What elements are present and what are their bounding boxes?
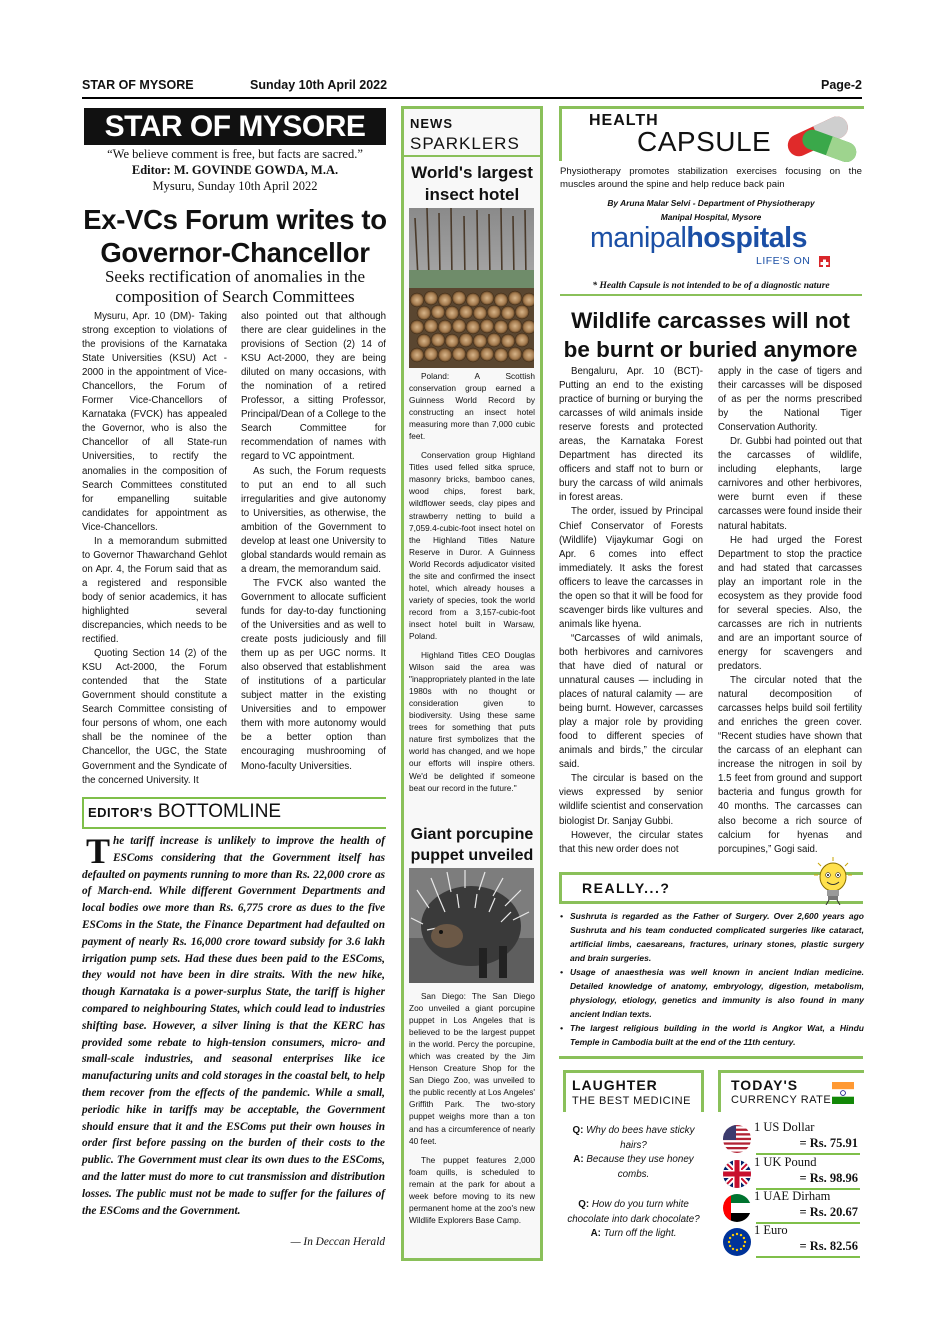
lead-paragraph: Mysuru, Apr. 10 (DM)- Taking strong exception to violations of the provisions of the Karnataka State Universities (KSU) Act - 2000 in the appointment of Vice-Chancellors, the Forum of Former Vice-Chancellors of Karnataka (FVCK) has appealed the Governor, who is also the Chancellor of all State-run Universities, to rectify the anomalies in the composition of Search Committees constituted for empanelling suitable candidates for appointment as Vice-Chancellors. xyxy=(82,311,227,533)
currency-row-usd xyxy=(720,1122,862,1156)
light-bulb-icon xyxy=(814,857,852,905)
log-stacks-photo xyxy=(409,208,534,368)
really-rule xyxy=(559,1056,863,1059)
wildlife-paragraph: The circular noted that the natural decomposition of carcasses helps build soil fertility and enriches the green cover. “Recent studies have shown that the carcass of an elephant can increase the nitrogen in soil by 1.5 feet from ground and support bacteria and fungus growth for 40 months. The carcasses can also become a rich source of calcium for hyenas and porcupines,” Gogi said. xyxy=(718,675,862,855)
health-title: HEALTH xyxy=(589,112,659,129)
wildlife-column-2 xyxy=(718,365,862,857)
porcupine-puppet-photo xyxy=(409,868,534,983)
insect-hotel-body xyxy=(409,370,535,794)
currency-value: = Rs. 20.67 xyxy=(799,1205,858,1219)
laughter-jokes xyxy=(563,1124,704,1242)
health-byline-place: Manipal Hospital, Mysore xyxy=(660,211,762,222)
india-flag-icon xyxy=(832,1082,854,1104)
porcupine-headline: Giant porcupine puppet unveiled xyxy=(410,826,534,864)
currency-name: 1 US Dollar xyxy=(754,1120,815,1134)
wildlife-paragraph: “Carcasses of wild animals, both herbivores and carnivores that have died of natural or unnatural causes — including in places of natural calamity — are being burnt. However, carcasses play a major role by providing food to different species of animals and birds,” the circular said. xyxy=(559,632,703,771)
really-title: REALLY...? xyxy=(582,880,671,896)
wildlife-paragraph: The order, issued by Principal Chief Conservator of Forests (Wildlife) Vijaykumar Gogi on Apr. 6 comes into effect immediately. It asks the forest officers to leave the carcasses in the open so that it will be food for scavenger birds like vultures and animals like hyena. xyxy=(559,506,703,630)
sparklers-title-news: NEWS xyxy=(410,116,453,131)
editorial-body xyxy=(82,833,385,1219)
masthead-logo: STAR OF MYSORE xyxy=(84,108,386,145)
lead-subhead: Seeks rectification of anomalies in the composition of Search Committees xyxy=(104,267,366,306)
editorial-source: — In Deccan Herald xyxy=(290,1236,385,1248)
currency-name: 1 Euro xyxy=(754,1223,788,1237)
capsule-pills-icon xyxy=(780,110,862,162)
currency-row-eur xyxy=(720,1225,862,1259)
joke-question: Q: Why do bees have sticky hairs? xyxy=(572,1125,695,1151)
really-facts-list xyxy=(568,909,864,1049)
editorial-title xyxy=(88,798,281,827)
wildlife-paragraph: Bengaluru, Apr. 10 (BCT)- Putting an end to the existing practice of burning or burying the carcasses of wild animals inside reserve forests and protected areas, the Karnataka Forest Department has directed its officers and staff not to burn or bury the carcass of wild animals in forest areas. xyxy=(559,366,703,504)
laughter-subtitle: THE BEST MEDICINE xyxy=(572,1095,691,1107)
currency-rule xyxy=(756,1256,860,1258)
header-page-number: Page-2 xyxy=(821,78,862,92)
currency-row-gbp xyxy=(720,1157,862,1191)
health-description: Physiotherapy promotes stabilization exercises focusing on the muscles around the spine and help reduce back pain xyxy=(560,166,862,191)
masthead-editor: Editor: M. GOVINDE GOWDA, M.A. xyxy=(131,163,339,177)
joke-answer: A: Turn off the light. xyxy=(590,1228,677,1239)
editorial-text: he tariff increase is unlikely to improve the health of ESComs considering that the Government itself has defaulted on payments running to more than Rs. 22,000 crore as of March-end. While different Government Departments and local bodies owe more than Rs. 6,775 crore as dues to the five ESComs in the State, the Finance Department had defaulted on payment of nearly Rs. 16,000 crore toward subsidy for 3.6 lakh irrigation pump sets. Had these dues been paid to the ESComs, they would not have been in dire straits. With the new hike, though Karnataka is a power-surplus State, the tariff is higher compared to neighbouring States, which could lead to industries shifting base. However, a silver lining is that the KERC has provided some rebate to high-tension consumers, micro- and small-scale industries, and seasonal enterprises like ice manufacturing units and cold storages in the coastal belt, to help them recover from the effects of the pandemic. While a small, periodic hike in tariffs may be acceptable, the Government should ensure that it and the ESComs put their own houses in order first before passing on the burden of their costs to the public. The Government must clear its own dues to the ESComs, and the latter must do more to cut transmission and distribution losses. The public must not be made to suffer for the failures of the ESComs and the Government. xyxy=(82,835,385,1217)
currency-row-aed xyxy=(720,1191,862,1225)
story-paragraph: Poland: A Scottish conservation group earned a Guinness World Record by constructing an insect hotel measuring more than 7,000 cubic feet. xyxy=(409,371,535,442)
wildlife-headline: Wildlife carcasses will not be burnt or buried anymore xyxy=(563,308,858,362)
wildlife-paragraph: apply in the case of tigers and their carcasses will be disposed of as per the norms prescribed by the National Tiger Conservation Authority. xyxy=(718,366,862,434)
story-paragraph: San Diego: The San Diego Zoo unveiled a giant porcupine puppet in Los Angeles that is believed to be the largest puppet in the world. Percy the porcupine, which was created by the Jim Henson Creature Shop for the San Diego Zoo, was unveiled to the public recently at Los Angeles' Griffith Park. The two-story puppet weighs more than a ton and has a circumference of nearly 40 feet. xyxy=(409,991,535,1146)
lead-paragraph: Quoting Section 14 (2) of the KSU Act-2000, the Forum contended that the State Government should constitute a Search Committee consisting of four persons of whom, one each shall be the nominee of the Chancellor, the UGC, the State Government and the Syndicate of the concerned University. It xyxy=(82,648,227,786)
story-paragraph: The puppet features 2,000 foam quills, is scheduled to remain at the park for about a week before moving to its new permanent home at the zoo's new Wildlife Explorers Base Camp. xyxy=(409,1154,535,1225)
health-disclaimer: * Health Capsule is not intended to be of a diagnostic nature xyxy=(592,281,830,291)
health-rule xyxy=(560,294,862,296)
health-byline xyxy=(560,197,862,224)
list-item: • The largest religious building in the world is Angkor Wat, a Hindu Temple in Cambodia built at the end of the 11th century. xyxy=(568,1021,864,1049)
us-flag-icon xyxy=(722,1124,752,1154)
currency-title: TODAY'S xyxy=(731,1077,799,1093)
wildlife-paragraph: The circular is based on the views expressed by senior wildlife scientist and conservation biologist Dr. Sanjay Gubbi. xyxy=(559,773,703,827)
currency-name: 1 UK Pound xyxy=(754,1155,817,1169)
lead-column-1 xyxy=(82,310,227,788)
lead-headline: Ex-VCs Forum writes to Governor-Chancellor xyxy=(83,204,387,268)
wildlife-paragraph: However, the circular states that this new order does not xyxy=(559,829,703,855)
masthead-info xyxy=(82,146,388,194)
currency-value: = Rs. 75.91 xyxy=(799,1136,858,1150)
story-paragraph: Highland Titles CEO Douglas Wilson said the area was "inappropriately planted in the late 1980s with no thought or consideration given to biodiversity. Using these same trees for something that puts nature first symbolizes that the world has changed, and we hope our efforts will inspire others. We'd be delighted if someone beat our record in the future." xyxy=(409,650,535,793)
lead-paragraph: In a memorandum submitted to Governor Thawarchand Gehlot on Apr. 4, the Forum said that as a registered and responsible body of senior academics, it has highlighted several discrepancies, which needs to be rectified. xyxy=(82,535,227,646)
laughter-title: LAUGHTER xyxy=(572,1077,658,1093)
masthead-motto: “We believe comment is free, but facts are sacred.” xyxy=(107,147,363,161)
uk-flag-icon xyxy=(722,1159,752,1189)
lead-paragraph: As such, the Forum requests to put an end to all such irregularities and give autonomy to Universities, as otherwise, the ambition of the Government to develop at least one University to global standards would remain as a dream, the memorandum said. xyxy=(241,465,386,575)
masthead-dateline: Mysuru, Sunday 10th April 2022 xyxy=(152,179,318,193)
story-paragraph: Conservation group Highland Titles used felled sitka spruce, masonry bricks, bamboo canes, wood chips, forest bark, wildflower seeds, clay pipes and strawberry netting to build a 7,059.4-cubic-foot insect hotel on the Highland Titles Nature Reserve in Duror. A Guinness World Records adjudicator visited the site and confirmed the insect hotel, which already houses a variety of species, took the world record from a 3,157-cubic-foot insect hotel built in Warsaw, Poland. xyxy=(409,450,535,641)
lead-column-2 xyxy=(241,310,386,774)
medical-cross-icon xyxy=(819,256,830,267)
currency-value: = Rs. 82.56 xyxy=(799,1239,858,1253)
list-item: • Sushruta is regarded as the Father of Surgery. Over 2,600 years ago Sushruta and his team conducted complicated surgeries like cataract, artificial limbs, caesareans, fractures, urinary stones, plastic surgery and brain surgeries. xyxy=(568,909,864,965)
currency-value: = Rs. 98.96 xyxy=(799,1171,858,1185)
currency-subtitle: CURRENCY RATE xyxy=(731,1094,832,1106)
editorial-title-rest: BOTTOMLINE xyxy=(157,801,282,822)
lead-paragraph: also pointed out that although there are clear guidelines in the provisions of Section (2) 14 of KSU Act-2000, they are being diluted on many occasions, with the nomination of a retired Professor, a sitting Professor, Principal/Dean of a College to the Search Committee for recommendation of names with regard to VC appointment. xyxy=(241,311,386,463)
currency-name: 1 UAE Dirham xyxy=(754,1189,831,1203)
list-item: • Usage of anaesthesia was well known in ancient Indian medicine. Detailed knowledge of anatomy, embryology, digestion, metabolism, physiology, etiology, genetics and immunity is also found in many ancient Indian texts. xyxy=(568,965,864,1021)
eu-flag-icon xyxy=(722,1227,752,1257)
wildlife-paragraph: Dr. Gubbi had pointed out that the carcasses of wildlife, including elephants, large carnivores and other herbivores, were burnt even if these carcasses were found inside their natural habitats. xyxy=(718,436,862,532)
wildlife-column-1 xyxy=(559,365,703,857)
sparklers-rule xyxy=(404,155,540,157)
joke-answer: A: Because they use honey combs. xyxy=(573,1154,694,1180)
insect-hotel-headline: World's largest insect hotel xyxy=(411,163,533,204)
editorial-dropcap: T xyxy=(86,831,111,871)
header-rule xyxy=(82,97,862,99)
porcupine-body xyxy=(409,990,535,1226)
header-paper-name: STAR OF MYSORE xyxy=(82,78,194,92)
header-date: Sunday 10th April 2022 xyxy=(250,78,388,92)
wildlife-paragraph: He had urged the Forest Department to stop the practice and had stated that carcasses play an important role in the ecosystem as they provide food for several species. Also, the carcasses are rich in nutrients and are an important source of energy for scavengers and predators. xyxy=(718,534,862,672)
editorial-title-bold: EDITOR'S xyxy=(88,805,153,820)
joke-question: Q: How do you turn white chocolate into dark chocolate? xyxy=(567,1199,700,1225)
sparklers-title-sparklers: SPARKLERS xyxy=(410,134,520,153)
health-byline-author: By Aruna Malar Selvi - Department of Physiotherapy xyxy=(607,198,815,208)
page-header xyxy=(82,78,862,98)
manipal-tagline: LIFE'S ON xyxy=(756,255,811,267)
lead-paragraph: The FVCK also wanted the Government to allocate sufficient funds for day-to-day functioning of the Universities and as well to create posts judiciously and fill them up as per UGC norms. It also observed that establishment of institutions of a particular subject matter in the existing Universities and to empower them with more autonomy would be a better option than encouraging mushrooming of Mono-faculty Universities. xyxy=(241,577,386,772)
capsule-title: CAPSULE xyxy=(637,126,772,157)
manipal-hospitals-logo: manipalhospitals xyxy=(590,222,807,254)
uae-flag-icon xyxy=(722,1193,752,1223)
